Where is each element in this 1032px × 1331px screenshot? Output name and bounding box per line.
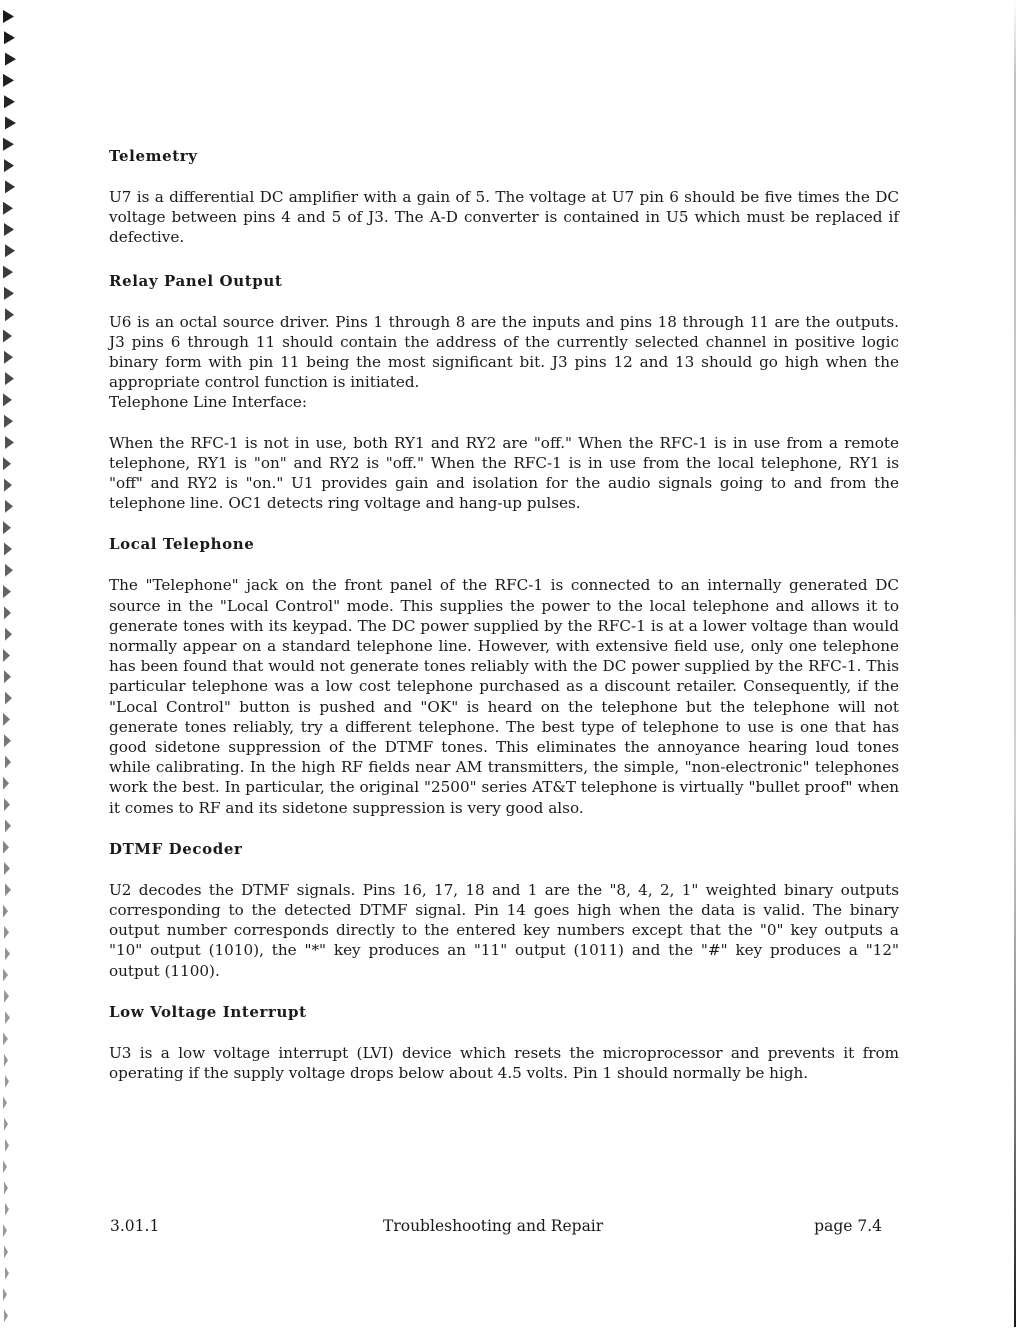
binding-hole-mark [4, 1245, 8, 1258]
binding-hole-mark [4, 223, 14, 236]
paragraph-relay-panel-output: U6 is an octal source driver. Pins 1 through 8 are the inputs and pins 18 through 11 are the outputs. J3 pins 6 through 11 should contain the address of the currently selected channel in positive logic binary form with pin 11 being the most significant bit. J3 pins 12 and 13 should go high when the appropriate control function is initiated. [109, 312, 899, 392]
binding-hole-mark [3, 457, 11, 470]
binding-hole-mark [4, 31, 15, 44]
binding-hole-mark [3, 521, 11, 534]
heading-telemetry: Telemetry [109, 147, 198, 165]
binding-hole-mark [5, 947, 10, 960]
binding-hole-mark [3, 1032, 8, 1045]
binding-hole-mark [3, 1224, 7, 1237]
binding-hole-mark [3, 1096, 7, 1109]
binding-hole-mark [5, 1139, 9, 1152]
heading-low-voltage-interrupt: Low Voltage Interrupt [109, 1002, 307, 1021]
binding-hole-mark [3, 393, 12, 406]
binding-hole-mark [5, 819, 11, 832]
binding-hole-mark [3, 649, 10, 662]
binding-hole-mark [4, 543, 12, 556]
binding-hole-mark [4, 606, 11, 619]
binding-hole-mark [5, 500, 13, 513]
binding-hole-mark [5, 628, 12, 641]
binding-hole-mark [4, 798, 10, 811]
binding-hole-mark [4, 159, 14, 172]
paragraph-telephone-line-interface: When the RFC-1 is not in use, both RY1 and RY2 are "off." When the RFC-1 is in use from a remote telephone, RY1 is "on" and RY2 is "off." When the RFC-1 is in use from the local telephone, RY1 is "off" and RY2 is "on." U1 provides gain and isolation for the audio signals going to and from the telephone line. OC1 detects ring voltage and hang-up pulses. [109, 433, 899, 513]
paragraph-low-voltage-interrupt: U3 is a low voltage interrupt (LVI) device which resets the microprocessor and prevents it from operating if the supply voltage drops below about 4.5 volts. Pin 1 should normally be high. [109, 1043, 899, 1083]
binding-hole-mark [4, 415, 13, 428]
binding-hole-mark [5, 117, 16, 130]
page-body [109, 146, 899, 1103]
binding-hole-mark [4, 670, 11, 683]
binding-hole-mark [5, 244, 15, 257]
binding-holes-graphic [0, 0, 26, 1327]
binding-hole-mark [5, 436, 14, 449]
binding-hole-mark [4, 1118, 8, 1131]
binding-hole-mark [5, 692, 12, 705]
paragraph-local-telephone: The "Telephone" jack on the front panel of the RFC-1 is connected to an internally generated DC source in the "Local Control" mode. This supplies the power to the local telephone and allows it to generate tones with its keypad. The DC power supplied by the RFC-1 is at a lower voltage than would normally appear on a standard telephone line. However, with extensive field use, only one telephone has been found that would not generate tones reliably with the DC power supplied by the RFC-1. This particular telephone was a low cost telephone purchased as a discount retailer. Consequently, if the "Local Control" button is pushed and "OK" is heard on the telephone but the telephone will not generate tones reliably, try a different telephone. The best type of telephone to use is one that has good sidetone suppression of the DTMF tones. This eliminates the annoyance hearing loud tones while calibrating. In the high RF fields near AM transmitters, the simple, "non-electronic" telephones work the best. In particular, the original "2500" series AT&T telephone is virtually "bullet proof" when it comes to RF and its sidetone suppression is very good also. [109, 576, 899, 817]
footer-document-number: 3.01.1 [110, 1217, 160, 1235]
binding-hole-mark [4, 287, 14, 300]
heading-relay-panel-output: Relay Panel Output [109, 271, 283, 290]
heading-dtmf-decoder: DTMF Decoder [109, 839, 243, 858]
paragraph-dtmf-decoder: U2 decodes the DTMF signals. Pins 16, 17, 18 and 1 are the "8, 4, 2, 1" weighted binary outputs corresponding to the detected DTMF signal. Pin 14 goes high when the data is valid. The binary output number corresponds directly to the entered key numbers except that the "0" key outputs a "10" output (1010), the "*" key produces an "11" output (1011) and the "#" key produces a "12" output (1100). [109, 880, 899, 980]
binding-hole-mark [4, 479, 12, 492]
binding-hole-mark [3, 1160, 7, 1173]
binding-hole-mark [4, 1182, 8, 1195]
binding-hole-mark [4, 990, 9, 1003]
footer-chapter-title: Troubleshooting and Repair [383, 1217, 604, 1235]
binding-hole-mark [4, 95, 15, 108]
binding-hole-mark [4, 1054, 8, 1067]
binding-hole-mark [4, 734, 11, 747]
binding-hole-mark [3, 266, 13, 279]
footer-page-number: page 7.4 [814, 1217, 882, 1235]
subheading-telephone-line-interface: Telephone Line Interface: [109, 393, 307, 412]
binding-hole-mark [5, 883, 11, 896]
binding-hole-mark [5, 372, 14, 385]
binding-hole-mark [3, 330, 12, 343]
binding-hole-mark [5, 180, 15, 193]
binding-hole-mark [4, 862, 10, 875]
binding-hole-mark [5, 1203, 9, 1216]
binding-hole-mark [3, 1288, 7, 1301]
binding-hole-mark [3, 777, 9, 790]
binding-hole-mark [5, 564, 13, 577]
binding-hole-mark [4, 351, 13, 364]
binding-hole-mark [5, 756, 11, 769]
paragraph-telemetry: U7 is a differential DC amplifier with a gain of 5. The voltage at U7 pin 6 should be five times the DC voltage between pins 4 and 5 of J3. The A-D converter is contained in U5 which must be replaced if defective. [109, 188, 899, 247]
binding-hole-mark [4, 926, 9, 939]
binding-hole-mark [3, 713, 10, 726]
binding-hole-mark [3, 969, 8, 982]
binding-hole-mark [5, 53, 16, 66]
binding-hole-mark [5, 1075, 9, 1088]
binding-hole-mark [5, 308, 14, 321]
binding-holes-strip [0, 0, 26, 1327]
binding-hole-mark [5, 1267, 9, 1280]
binding-hole-mark [3, 10, 14, 23]
binding-hole-mark [3, 138, 14, 151]
heading-local-telephone: Local Telephone [109, 535, 255, 554]
binding-hole-mark [3, 585, 11, 598]
binding-hole-mark [4, 1309, 8, 1322]
binding-hole-mark [5, 1011, 10, 1024]
binding-hole-mark [3, 905, 8, 918]
binding-hole-mark [3, 841, 9, 854]
binding-hole-mark [3, 202, 13, 215]
binding-hole-mark [3, 74, 14, 87]
page-edge-shadow [1014, 0, 1016, 1327]
